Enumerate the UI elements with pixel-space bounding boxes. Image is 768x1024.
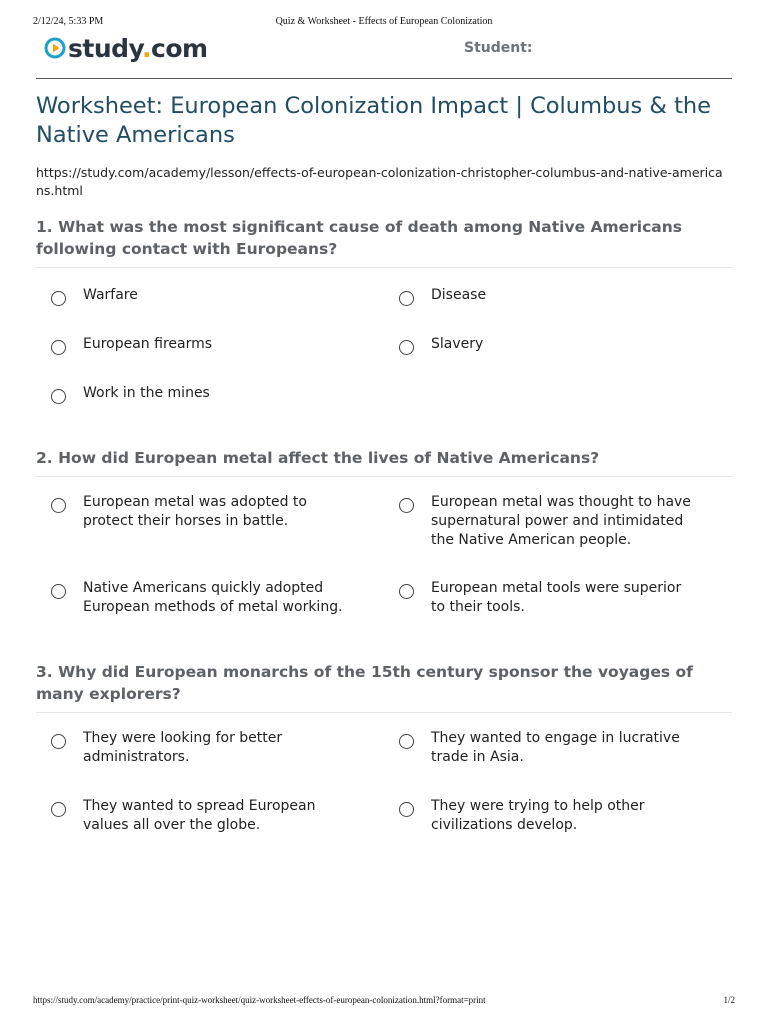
question-text: 2. How did European metal affect the lives of Native Americans? [36,449,600,467]
student-label: Student: [464,40,533,56]
answer-label: Warfare [83,287,138,303]
header-divider [36,78,732,79]
answer-label: They wanted to engage in lucrative trade in Asia. [431,730,680,765]
radio-button[interactable] [51,584,66,599]
answer-option[interactable] [399,286,699,306]
print-url: https://study.com/academy/practice/print-quiz-worksheet/quiz-worksheet-effects-of-european-colonization.html?format=print [33,995,486,1005]
answer-label: They wanted to spread European values all over the globe. [83,798,316,833]
radio-button[interactable] [399,340,414,355]
answer-label: Slavery [431,336,484,352]
answer-option[interactable] [399,579,699,617]
print-footer [33,995,735,1009]
answer-option[interactable] [51,286,351,306]
question-divider [36,267,732,268]
question-3 [36,661,732,713]
answer-option[interactable] [51,384,351,404]
radio-button[interactable] [399,498,414,513]
question-2 [36,447,732,477]
page-number: 1/2 [723,995,735,1005]
logo-text-main: study [68,33,143,63]
answer-option[interactable] [51,797,351,835]
answer-label: European metal tools were superior to their tools. [431,580,682,615]
logo-text [68,34,208,63]
answer-label: They were looking for better administrators. [83,730,283,765]
question-text: 1. What was the most significant cause of death among Native Americans following contact with Europeans? [36,218,682,258]
question-1 [36,216,732,268]
radio-button[interactable] [51,389,66,404]
radio-button[interactable] [399,584,414,599]
question-divider [36,476,732,477]
answer-option[interactable] [51,729,351,767]
radio-button[interactable] [399,734,414,749]
radio-button[interactable] [51,498,66,513]
answer-option[interactable] [51,335,351,355]
answer-option[interactable] [399,493,699,550]
answer-option[interactable] [399,729,699,767]
play-circle-icon [44,37,66,59]
answer-label: European metal was thought to have supernatural power and intimidated the Native American people. [431,494,691,548]
answer-label: They were trying to help other civilizations develop. [431,798,645,833]
radio-button[interactable] [399,802,414,817]
answer-option[interactable] [51,493,351,531]
logo-text-end: com [151,33,208,63]
answer-option[interactable] [399,797,699,835]
print-date: 2/12/24, 5:33 PM [33,16,104,27]
radio-button[interactable] [51,802,66,817]
print-page-title: Quiz & Worksheet - Effects of European Colonization [275,16,493,27]
print-header [33,16,735,30]
question-divider [36,712,732,713]
question-text: 3. Why did European monarchs of the 15th century sponsor the voyages of many explorers? [36,663,693,703]
answer-label: Disease [431,287,487,303]
logo-dot: . [142,33,152,63]
answer-option[interactable] [399,335,699,355]
study-logo[interactable] [44,33,208,63]
radio-button[interactable] [51,734,66,749]
answer-option[interactable] [51,579,351,617]
radio-button[interactable] [399,291,414,306]
answer-label: European firearms [83,336,213,352]
answer-label: Work in the mines [83,385,210,401]
worksheet-title: Worksheet: European Colonization Impact | Columbus & the Native Americans [36,93,712,148]
radio-button[interactable] [51,340,66,355]
answer-label: European metal was adopted to protect their horses in battle. [83,494,307,529]
radio-button[interactable] [51,291,66,306]
lesson-url[interactable]: https://study.com/academy/lesson/effects-of-european-colonization-christopher-columbus-and-native-americans.html [36,165,723,198]
answer-label: Native Americans quickly adopted European methods of metal working. [83,580,343,615]
